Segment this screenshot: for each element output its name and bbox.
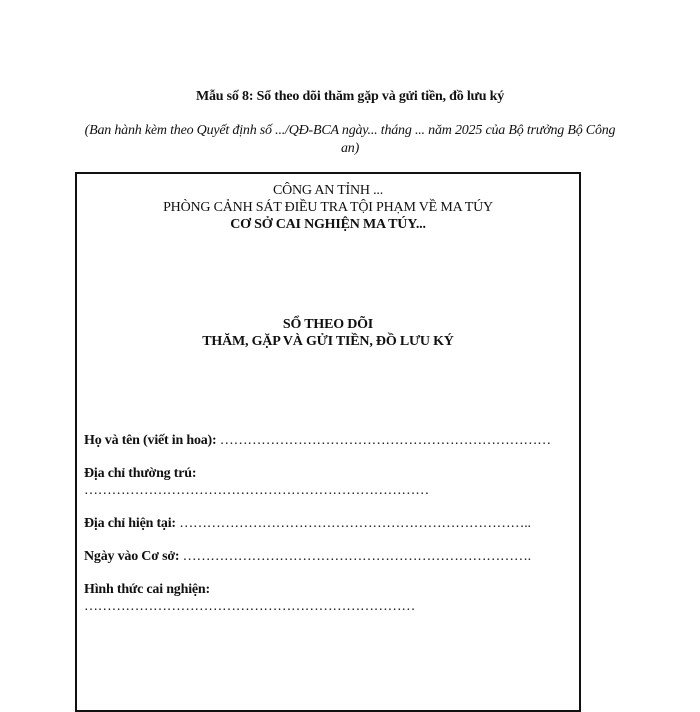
form-title: Mẫu số 8: Sổ theo dõi thăm gặp và gửi tiền, đồ lưu ký [195, 89, 505, 104]
field-dots: ………………………………………………………………….. [175, 516, 531, 531]
book-title-line2: THĂM, GẶP VÀ GỬI TIỀN, ĐỒ LƯU KÝ [202, 334, 454, 349]
field-dots: ……………………………………………………………… [216, 433, 551, 448]
field-label: Địa chỉ thường trú: [84, 466, 197, 481]
field-current-address [84, 515, 576, 532]
agency-line-facility: CƠ SỞ CAI NGHIỆN MA TÚY... [230, 217, 426, 232]
field-label: Địa chỉ hiện tại: [84, 516, 176, 531]
field-label: Họ và tên (viết in hoa): [84, 433, 217, 448]
field-full-name [84, 432, 576, 449]
agency-line-department: PHÒNG CẢNH SÁT ĐIỀU TRA TỘI PHẠM VỀ MA TÚY [163, 200, 493, 215]
field-label: Ngày vào Cơ sở: [84, 549, 180, 564]
book-title [77, 316, 579, 350]
issued-note: (Ban hành kèm theo Quyết định số .../QĐ-BCA ngày... tháng ... năm 2025 của Bộ trưởng Bộ Công an) [84, 123, 616, 156]
field-rehab-form [84, 581, 576, 615]
field-dots: ……………………………………………………………… [84, 599, 416, 614]
field-dots: ………………………………………………………………… [84, 483, 430, 498]
field-label: Hình thức cai nghiện: [84, 582, 210, 597]
agency-line-province: CÔNG AN TỈNH ... [272, 183, 384, 198]
field-admission-date [84, 548, 576, 565]
cover-frame [75, 172, 581, 712]
agency-block [77, 182, 579, 233]
field-dots: …………………………………………………………………. [179, 549, 531, 564]
book-title-line1: SỔ THEO DÕI [282, 317, 374, 332]
field-permanent-address [84, 465, 576, 499]
